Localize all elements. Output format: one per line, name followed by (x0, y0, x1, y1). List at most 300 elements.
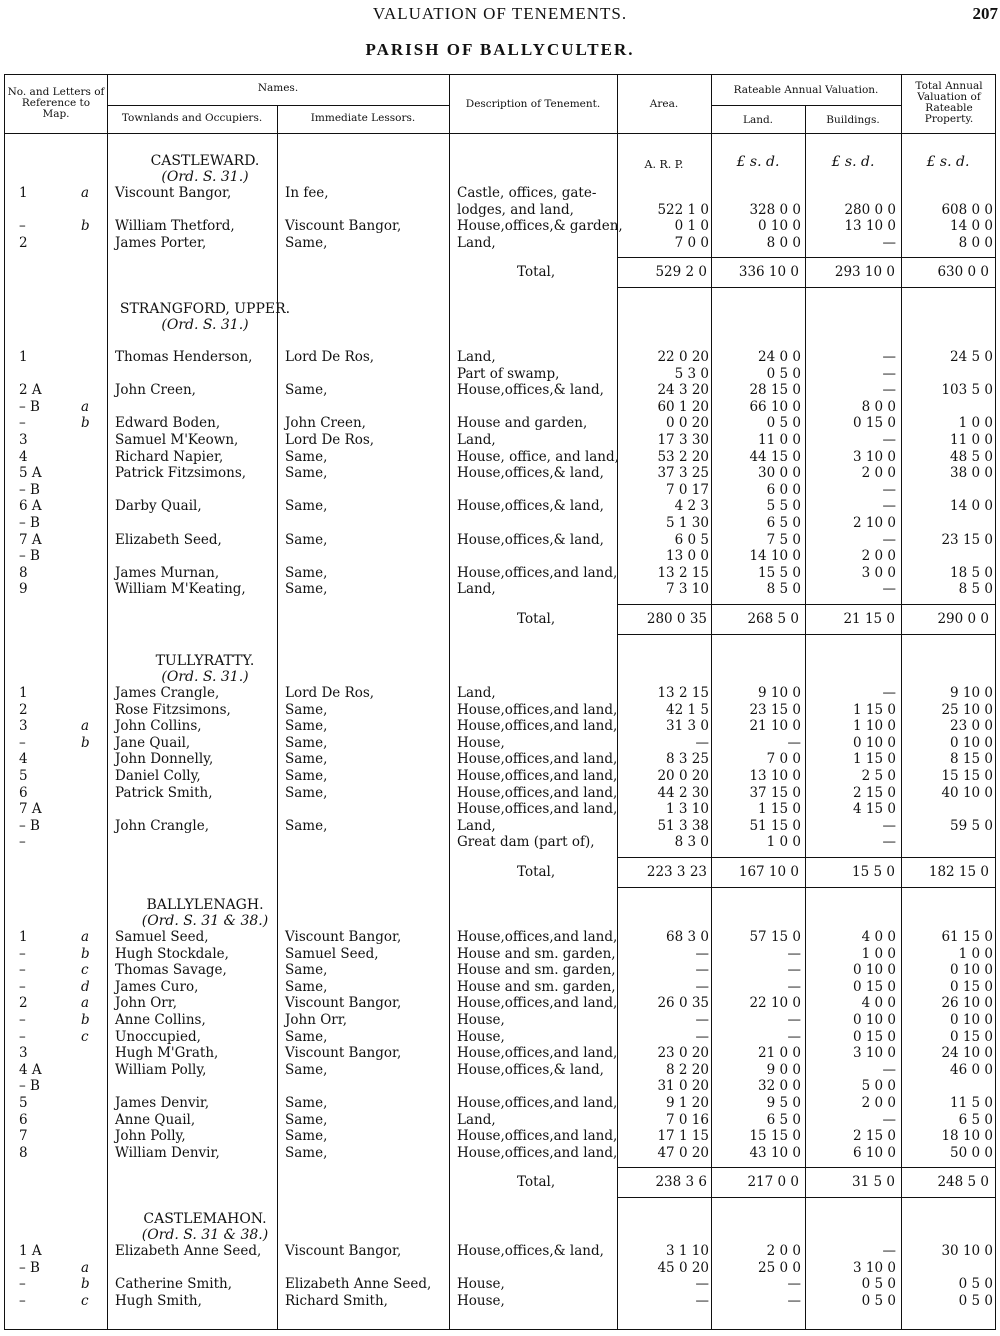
land-value: — (787, 1292, 801, 1309)
lessor: Same, (285, 1128, 328, 1145)
buildings-value: — (882, 481, 896, 498)
table-row (5, 768, 997, 784)
ref: 2 (19, 701, 28, 718)
sub-letter: a (81, 929, 90, 945)
description: House, (457, 1028, 505, 1045)
buildings-value: 0 15 0 (853, 415, 896, 432)
ref: – (19, 218, 26, 235)
table-row (5, 702, 997, 718)
buildings-value: 2 10 0 (853, 515, 896, 531)
area: 20 0 20 (657, 768, 709, 784)
occupier: Patrick Smith, (115, 784, 213, 801)
occupier: James Curo, (115, 978, 199, 995)
occupier: Rose Fitzsimons, (115, 701, 231, 718)
total-value: 11 0 0 (950, 432, 993, 448)
lessor: Lord De Ros, (285, 349, 375, 365)
total-rule (711, 887, 805, 888)
table-row (5, 449, 997, 465)
ref: 6 (19, 1111, 28, 1128)
ref: – (19, 834, 26, 851)
total-value: 8 15 0 (950, 751, 993, 768)
occupier: Catherine Smith, (115, 1276, 233, 1293)
area: 22 0 20 (657, 349, 709, 365)
description: House,offices,& land, (457, 1061, 604, 1078)
sub-letter: b (81, 945, 90, 962)
lessor: Same, (285, 978, 328, 995)
lessor: Same, (285, 817, 328, 834)
occupier: John Crangle, (115, 817, 209, 834)
table-row (5, 1145, 997, 1161)
total-area: 280 0 35 (646, 611, 707, 627)
table-row (5, 349, 997, 365)
total-bld: 293 10 0 (834, 264, 895, 281)
total-rule (617, 887, 711, 888)
occupier: William Polly, (115, 1061, 207, 1078)
area: 13 0 0 (666, 548, 709, 565)
ref: – B (19, 481, 40, 498)
total-rule (617, 287, 711, 288)
total-value: 18 10 0 (941, 1128, 993, 1145)
section-ord: (Ord. S. 31.) (161, 669, 249, 685)
ref: – (19, 734, 26, 751)
buildings-value: 280 0 0 (844, 201, 896, 218)
table-row (5, 685, 997, 701)
description: House,offices,and land, (457, 564, 618, 581)
page-number: 207 (972, 4, 998, 23)
area: 31 0 20 (657, 1078, 709, 1095)
occupier: John Orr, (115, 995, 178, 1012)
area: 13 2 15 (657, 685, 709, 701)
occupier: John Polly, (115, 1128, 186, 1145)
total-rule (901, 887, 995, 888)
land-value: — (787, 1028, 801, 1045)
ref: 1 A (19, 1243, 42, 1259)
ref: 6 A (19, 498, 42, 515)
sub-letter: a (81, 1259, 90, 1276)
total-bld: 21 15 0 (843, 611, 895, 627)
lessor: Elizabeth Anne Seed, (285, 1276, 432, 1293)
land-value: 1 15 0 (758, 801, 801, 818)
ref: – (19, 1292, 26, 1309)
land-value: 21 10 0 (749, 718, 801, 735)
buildings-value: 3 10 0 (853, 1045, 896, 1062)
buildings-value: 1 15 0 (853, 751, 896, 768)
land-value: 328 0 0 (749, 201, 801, 218)
occupier: Edward Boden, (115, 415, 221, 432)
land-value: — (787, 978, 801, 995)
area: 7 0 16 (666, 1111, 709, 1128)
buildings-value: — (882, 1243, 896, 1259)
description: Land, (457, 685, 496, 701)
col-townlands-header: Townlands and Occupiers. (121, 112, 263, 124)
total-row (5, 257, 997, 287)
total-land: 268 5 0 (747, 611, 799, 627)
description: House,offices,and land, (457, 1144, 618, 1161)
total-label: Total, (517, 1174, 556, 1191)
description: House,offices,and land, (457, 1095, 618, 1111)
occupier: William M'Keating, (115, 581, 246, 598)
lessor: Viscount Bangor, (285, 1045, 402, 1062)
total-rule (711, 1197, 805, 1198)
land-value: 0 10 0 (758, 218, 801, 235)
buildings-value: 1 0 0 (861, 945, 896, 962)
land-value: 44 15 0 (749, 448, 801, 465)
col-rateable-header: Rateable Annual Valuation. (733, 84, 879, 96)
total-value: 608 0 0 (941, 201, 993, 218)
description: Land, (457, 234, 496, 251)
buildings-value: — (882, 685, 896, 701)
total-value: 0 15 0 (950, 1028, 993, 1045)
area: 31 3 0 (666, 718, 709, 735)
buildings-value: 4 0 0 (861, 929, 896, 945)
area: — (695, 1012, 709, 1028)
description: House and sm. garden, (457, 962, 616, 979)
land-value: 6 5 0 (766, 1111, 801, 1128)
land-value: 7 5 0 (766, 531, 801, 548)
land-value: — (787, 1276, 801, 1293)
ref: 7 (19, 1128, 28, 1145)
description: House, (457, 1276, 505, 1293)
area: 7 0 17 (666, 481, 709, 498)
land-value: 37 15 0 (749, 784, 801, 801)
description: House and sm. garden, (457, 945, 616, 962)
lessor: Same, (285, 701, 328, 718)
total-value: 0 10 0 (950, 734, 993, 751)
table-row (5, 1045, 997, 1061)
buildings-value: 2 0 0 (861, 548, 896, 565)
description: House,offices,and land, (457, 801, 618, 818)
total-rule (805, 634, 901, 635)
land-value: — (787, 962, 801, 979)
area: 0 1 0 (674, 218, 709, 235)
lessor: Viscount Bangor, (285, 218, 402, 235)
area: 5 1 30 (666, 515, 709, 531)
ref: 2 (19, 234, 28, 251)
lessor: Same, (285, 382, 328, 399)
table-row (5, 735, 997, 751)
lessor: John Orr, (285, 1012, 348, 1028)
buildings-value: 0 5 0 (861, 1276, 896, 1293)
section-name: TULLYRATTY. (155, 653, 255, 669)
table-row (5, 465, 997, 481)
buildings-value: 0 15 0 (853, 1028, 896, 1045)
lessor: Viscount Bangor, (285, 995, 402, 1012)
description: Castle, offices, gate- (457, 185, 597, 201)
land-value: 6 5 0 (766, 515, 801, 531)
table-row (5, 532, 997, 548)
ref: – (19, 1276, 26, 1293)
section-heading (115, 897, 295, 929)
buildings-value: 3 0 0 (861, 564, 896, 581)
total-value: 24 10 0 (941, 1045, 993, 1062)
area: 24 3 20 (657, 382, 709, 399)
table-row (5, 432, 997, 448)
total-value: 8 0 0 (958, 234, 993, 251)
occupier: Elizabeth Seed, (115, 531, 222, 548)
land-value: 8 5 0 (766, 581, 801, 598)
table-row (5, 834, 997, 850)
total-value: 14 0 0 (950, 498, 993, 515)
occupier: Unoccupied, (115, 1028, 201, 1045)
occupier: Samuel M'Keown, (115, 432, 239, 448)
area: — (695, 1276, 709, 1293)
total-value: 23 15 0 (941, 531, 993, 548)
table-row (5, 565, 997, 581)
description: House, (457, 1292, 505, 1309)
description: House and sm. garden, (457, 978, 616, 995)
ref: 4 (19, 751, 28, 768)
lessor: Richard Smith, (285, 1292, 388, 1309)
table-row (5, 185, 997, 201)
lessor: Same, (285, 1144, 328, 1161)
sub-letter: b (81, 734, 90, 751)
total-value: 1 0 0 (958, 415, 993, 432)
section-heading (115, 1211, 295, 1243)
description: House,offices,& garden, (457, 218, 623, 235)
area: 1 3 10 (666, 801, 709, 818)
description: House,offices,and land, (457, 751, 618, 768)
ref: – (19, 978, 26, 995)
description: Part of swamp, (457, 365, 560, 382)
buildings-value: 3 10 0 (853, 448, 896, 465)
total-rule (617, 634, 711, 635)
header-rule (5, 133, 995, 134)
total-rule (901, 634, 995, 635)
lessor: Same, (285, 768, 328, 784)
col-ref-header: No. and Letters of Reference to Map. (7, 86, 105, 120)
land-value: 57 15 0 (749, 929, 801, 945)
table-row (5, 218, 997, 234)
valuation-table (4, 74, 996, 1330)
land-value: 6 0 0 (766, 481, 801, 498)
sub-letter: a (81, 718, 90, 735)
table-row (5, 751, 997, 767)
area: — (695, 1292, 709, 1309)
area: 8 3 0 (674, 834, 709, 851)
land-value: 1 0 0 (766, 834, 801, 851)
total-rule (901, 287, 995, 288)
total-rule (805, 887, 901, 888)
total-value: 9 10 0 (950, 685, 993, 701)
total-label: Total, (517, 611, 556, 627)
land-value: 22 10 0 (749, 995, 801, 1012)
ref: 9 (19, 581, 28, 598)
occupier: Jane Quail, (115, 734, 191, 751)
land-value: 8 0 0 (766, 234, 801, 251)
ref: 7 A (19, 801, 42, 818)
occupier: Anne Collins, (115, 1012, 206, 1028)
section-heading (115, 153, 295, 185)
lessor: Viscount Bangor, (285, 1243, 402, 1259)
occupier: Hugh Stockdale, (115, 945, 229, 962)
description: House, (457, 734, 505, 751)
header-rule (107, 105, 449, 106)
buildings-value: — (882, 834, 896, 851)
area: 7 3 10 (666, 581, 709, 598)
total-rule (617, 1197, 711, 1198)
ref: 6 (19, 784, 28, 801)
total-value: 15 15 0 (941, 768, 993, 784)
land-value: 28 15 0 (749, 382, 801, 399)
description: Great dam (part of), (457, 834, 595, 851)
table-row (5, 929, 997, 945)
total-rule (711, 634, 805, 635)
sub-letter: c (81, 962, 89, 979)
table-row (5, 962, 997, 978)
lessor: Same, (285, 564, 328, 581)
area: — (695, 734, 709, 751)
occupier: James Crangle, (115, 685, 220, 701)
land-value: 11 0 0 (758, 432, 801, 448)
area: 53 2 20 (657, 448, 709, 465)
table-row (5, 1260, 997, 1276)
lessor: Same, (285, 751, 328, 768)
col-names-header: Names. (257, 82, 299, 94)
lessor: Same, (285, 465, 328, 482)
table-row (5, 515, 997, 531)
area: 6 0 5 (674, 531, 709, 548)
total-area: 223 3 23 (646, 864, 707, 880)
section-heading (115, 653, 295, 685)
area: — (695, 1028, 709, 1045)
total-value: 50 0 0 (950, 1144, 993, 1161)
table-row (5, 382, 997, 398)
ref: – B (19, 817, 40, 834)
total-land: 336 10 0 (738, 264, 799, 281)
total-value: 38 0 0 (950, 465, 993, 482)
ref: – B (19, 1259, 40, 1276)
area: 45 0 20 (657, 1259, 709, 1276)
buildings-value: — (882, 382, 896, 399)
table-row (5, 785, 997, 801)
description: Land, (457, 432, 496, 448)
ref: – (19, 945, 26, 962)
buildings-value: 0 15 0 (853, 978, 896, 995)
section-heading (115, 301, 295, 333)
occupier: Hugh M'Grath, (115, 1045, 219, 1062)
section-name: CASTLEWARD. (150, 153, 260, 169)
total-row (5, 857, 997, 887)
total-value: 59 5 0 (950, 817, 993, 834)
land-value: 51 15 0 (749, 817, 801, 834)
description: House,offices,& land, (457, 531, 604, 548)
buildings-value: 6 10 0 (853, 1144, 896, 1161)
total-row (5, 1167, 997, 1197)
table-row (5, 1029, 997, 1045)
table-row (5, 801, 997, 817)
land-value: 15 15 0 (749, 1128, 801, 1145)
table-row (5, 1062, 997, 1078)
area: 3 1 10 (666, 1243, 709, 1259)
land-value: 9 0 0 (766, 1061, 801, 1078)
lessor: Same, (285, 1095, 328, 1111)
occupier: Hugh Smith, (115, 1292, 202, 1309)
occupier: John Donnelly, (115, 751, 214, 768)
buildings-value: 4 0 0 (861, 995, 896, 1012)
total-value: 11 5 0 (950, 1095, 993, 1111)
buildings-value: — (882, 365, 896, 382)
ref: 7 A (19, 531, 42, 548)
section-name: CASTLEMAHON. (143, 1211, 267, 1227)
lessor: Viscount Bangor, (285, 929, 402, 945)
header-rule (711, 105, 901, 106)
total-label: Total, (517, 264, 556, 281)
table-row (5, 548, 997, 564)
ref: 1 (19, 685, 28, 701)
table-row (5, 202, 997, 218)
occupier: Thomas Savage, (115, 962, 227, 979)
description: House,offices,& land, (457, 498, 604, 515)
ref: 3 (19, 432, 28, 448)
land-value: — (787, 945, 801, 962)
table-row (5, 1293, 997, 1309)
table-row (5, 415, 997, 431)
land-value: 23 15 0 (749, 701, 801, 718)
land-value: 30 0 0 (758, 465, 801, 482)
occupier: Richard Napier, (115, 448, 224, 465)
area: 68 3 0 (666, 929, 709, 945)
table-row (5, 1128, 997, 1144)
col-description-header: Description of Tenement. (465, 98, 601, 110)
area: 4 2 3 (674, 498, 709, 515)
description: House,offices,and land, (457, 701, 618, 718)
sub-letter: a (81, 398, 90, 415)
lessor: John Creen, (285, 415, 366, 432)
ref: – (19, 962, 26, 979)
lessor: Same, (285, 498, 328, 515)
sub-letter: a (81, 995, 90, 1012)
section-ord: (Ord. S. 31 & 38.) (141, 913, 269, 929)
total-value: 46 0 0 (950, 1061, 993, 1078)
buildings-units: £ s. d. (831, 154, 875, 170)
area: 51 3 38 (657, 817, 709, 834)
lessor: Same, (285, 234, 328, 251)
ref: 8 (19, 564, 28, 581)
land-value: 14 10 0 (749, 548, 801, 565)
total-bld: 31 5 0 (852, 1174, 895, 1191)
table-row (5, 995, 997, 1011)
total-value: 1 0 0 (958, 945, 993, 962)
ref: 8 (19, 1144, 28, 1161)
total-value: 23 0 0 (950, 718, 993, 735)
land-value: 66 10 0 (749, 398, 801, 415)
land-value: 7 0 0 (766, 751, 801, 768)
table-row (5, 1276, 997, 1292)
area: — (695, 945, 709, 962)
total-rule (711, 287, 805, 288)
table-row (5, 1012, 997, 1028)
land-value: 21 0 0 (758, 1045, 801, 1062)
area: 37 3 25 (657, 465, 709, 482)
land-units: £ s. d. (736, 154, 780, 170)
area: 5 3 0 (674, 365, 709, 382)
land-value: 25 0 0 (758, 1259, 801, 1276)
occupier: James Denvir, (115, 1095, 210, 1111)
buildings-value: — (882, 817, 896, 834)
total-value: 26 10 0 (941, 995, 993, 1012)
occupier: Thomas Henderson, (115, 349, 253, 365)
area: — (695, 962, 709, 979)
table-row (5, 366, 997, 382)
ref: 3 (19, 718, 28, 735)
table-row (5, 1112, 997, 1128)
description: House,offices,and land, (457, 929, 618, 945)
sub-letter: b (81, 415, 90, 432)
area: 522 1 0 (657, 201, 709, 218)
buildings-value: — (882, 432, 896, 448)
buildings-value: 2 5 0 (861, 768, 896, 784)
table-row (5, 235, 997, 251)
